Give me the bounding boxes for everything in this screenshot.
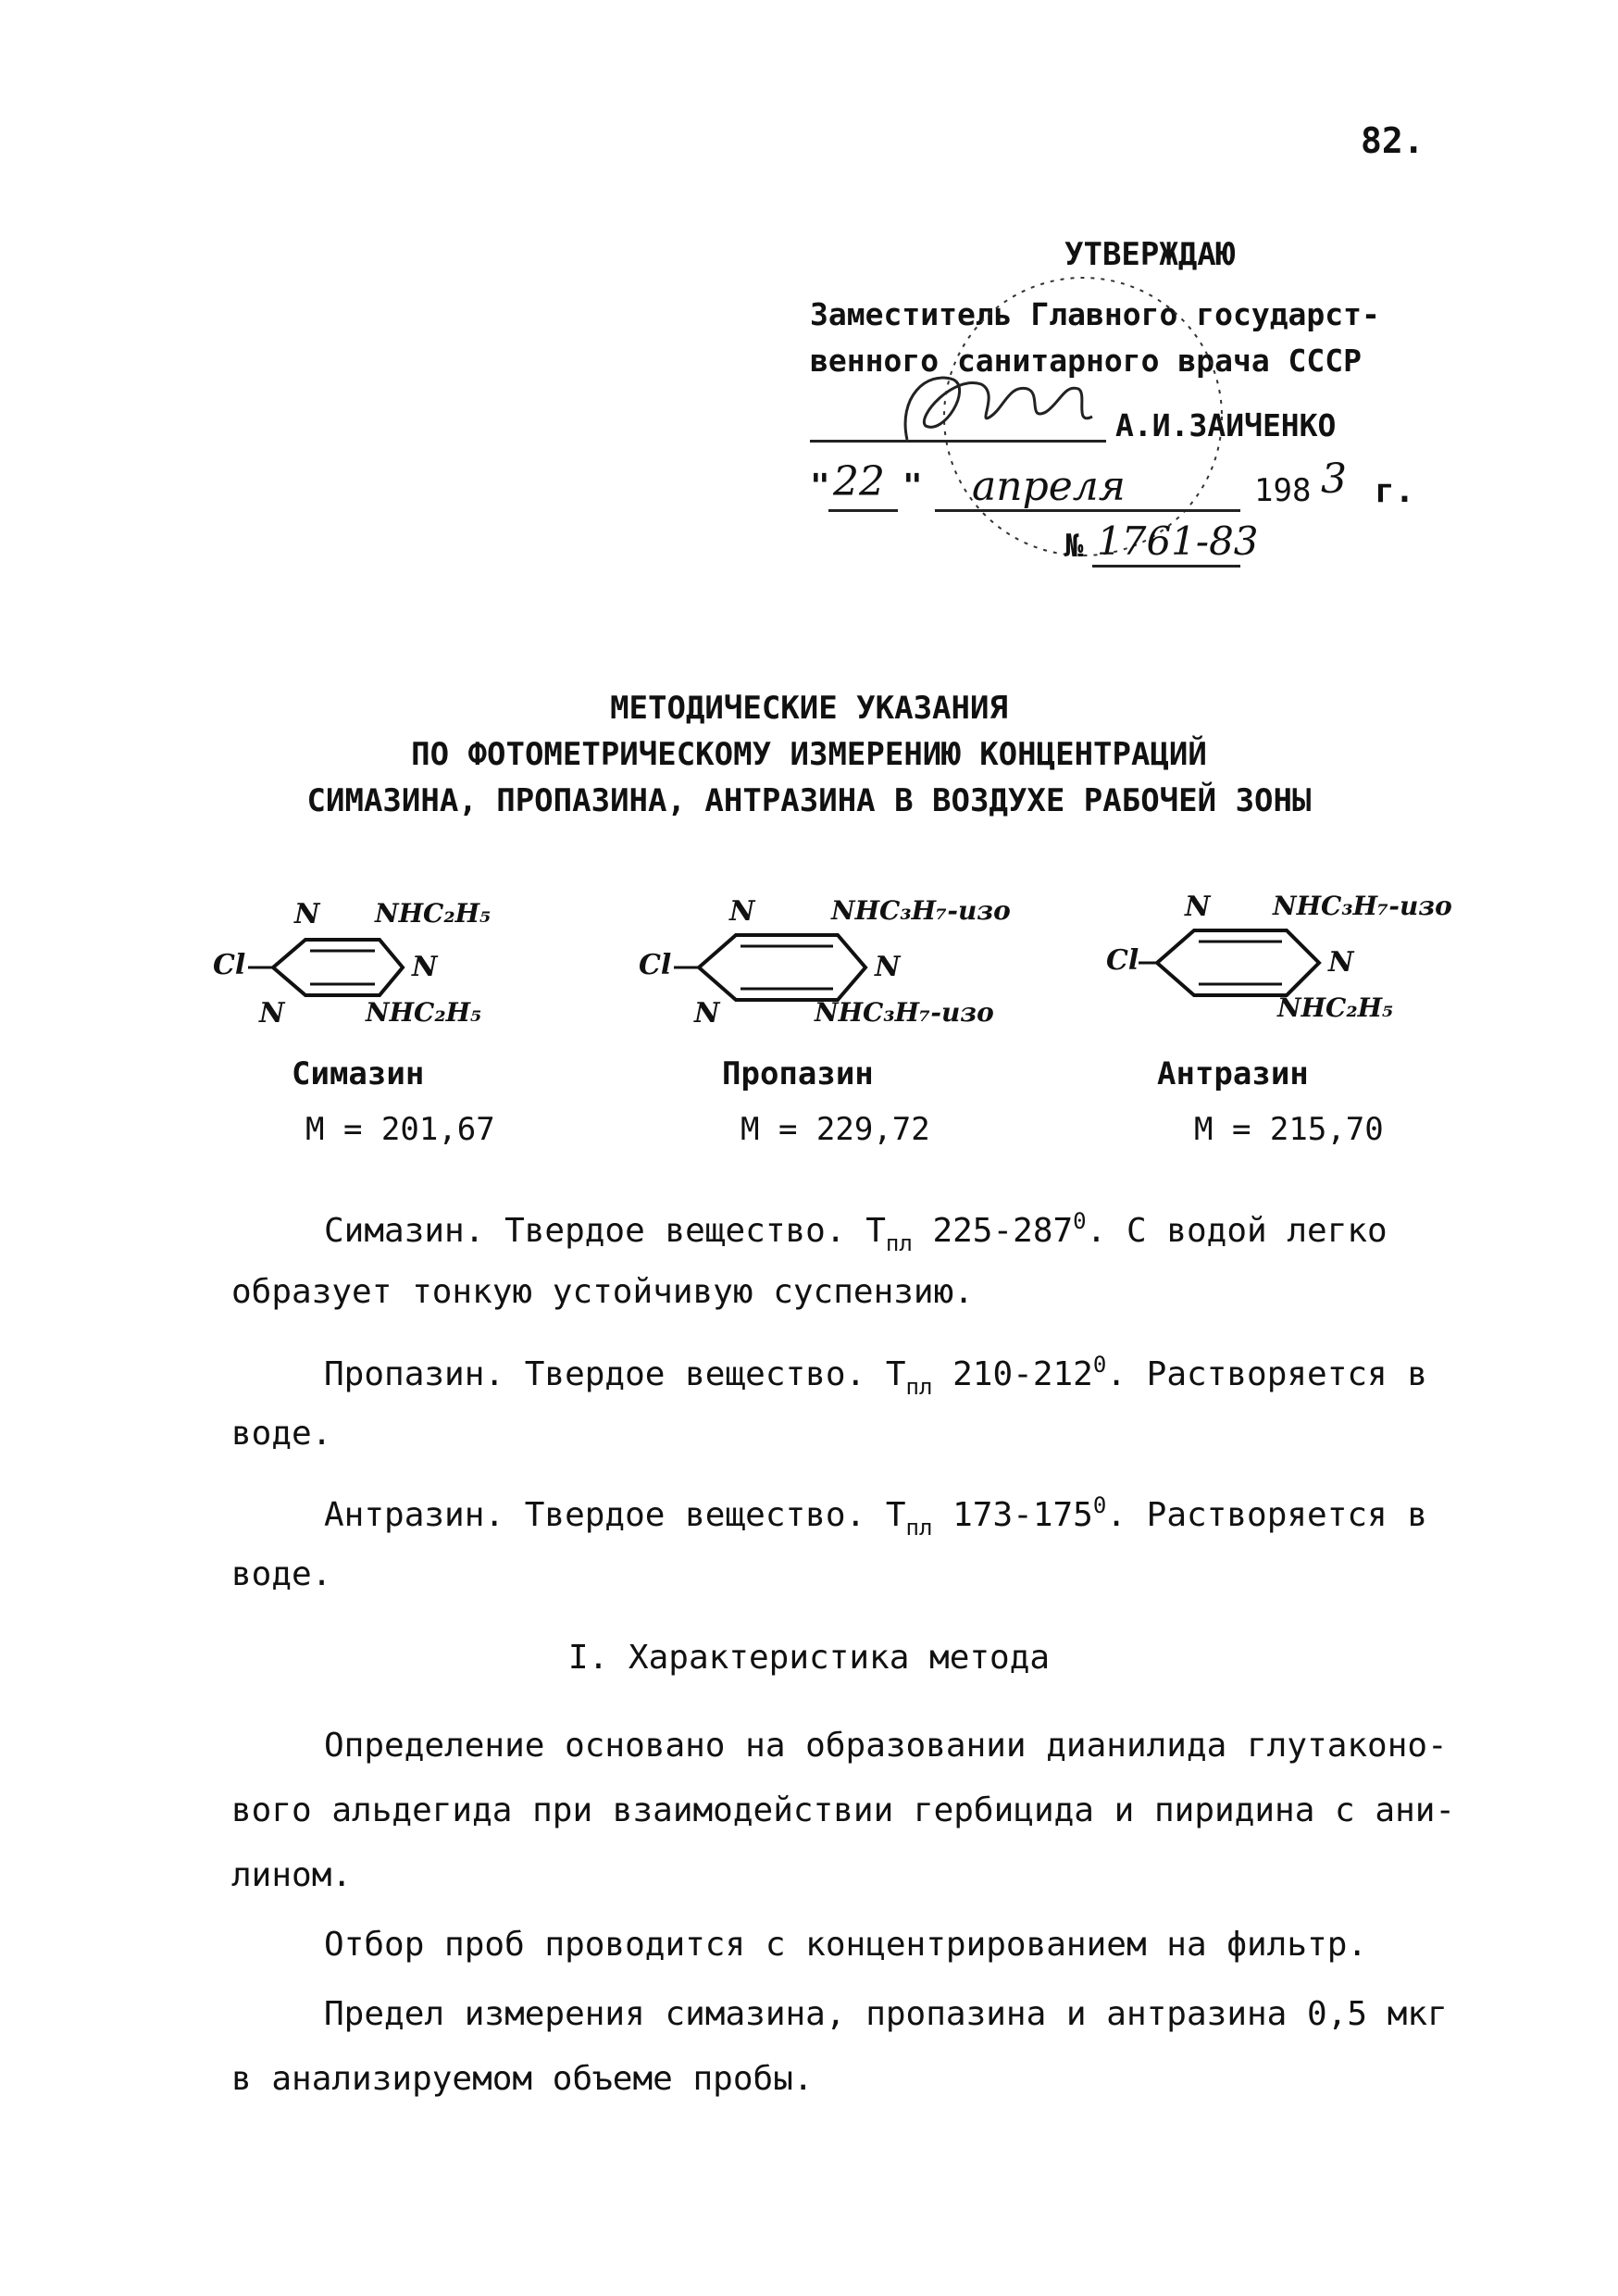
simazin-desc-sup: 0	[1073, 1208, 1087, 1234]
simazin-sub-top: NHC₂H₅	[375, 898, 492, 929]
antrazin-sub-bottom: NHC₂H₅	[1277, 992, 1394, 1023]
propazin-sub-bottom: NHC₃H₇-изо	[815, 997, 994, 1028]
date-year-prefix: 198	[1254, 472, 1312, 509]
title-line-1: МЕТОДИЧЕСКИЕ УКАЗАНИЯ	[610, 690, 1008, 727]
simazin-n-top: N	[294, 898, 320, 930]
date-quote-close: "	[902, 468, 923, 505]
mass-propazin: М = 229,72	[741, 1111, 930, 1148]
antrazin-sub-top: NHC₃H₇-изо	[1273, 891, 1452, 921]
title-line-3: СИМАЗИНА, ПРОПАЗИНА, АНТРАЗИНА В ВОЗДУХЕ РАБОЧЕЙ ЗОНЫ	[306, 782, 1312, 819]
mass-simazin: М = 201,67	[305, 1111, 495, 1148]
antrazin-desc-sub: пл	[905, 1515, 933, 1541]
date-quote-open: "	[810, 468, 830, 505]
section-1-p1-line-3: лином.	[231, 1856, 353, 1894]
simazin-desc-text-b: 225-287	[912, 1212, 1074, 1250]
section-1-p3-line-2: в анализируемом объеме пробы.	[231, 2060, 814, 2098]
simazin-n-right: N	[412, 951, 438, 983]
propazin-cl: Cl	[639, 949, 672, 981]
antrazin-desc-sup: 0	[1092, 1492, 1107, 1518]
antrazin-desc-text-b: 173-175	[932, 1496, 1093, 1534]
propazin-sub-top: NHC₃H₇-изо	[831, 895, 1011, 926]
propazin-desc-text-b: 210-212	[932, 1355, 1093, 1393]
section-1-p3-line-1: Предел измерения симазина, пропазина и антразина 0,5 мкг	[324, 1995, 1448, 2033]
approval-line-1: Заместитель Главного государст-	[810, 296, 1380, 332]
section-1-p1-line-2: вого альдегида при взаимодействии гербицида и пиридина с ани-	[231, 1791, 1456, 1829]
simazin-n-bottom: N	[259, 997, 285, 1029]
structure-simazin	[204, 893, 555, 1042]
antrazin-desc-line-2: воде.	[231, 1555, 332, 1593]
section-1-p2: Отбор проб проводится с концентрированием на фильтр.	[324, 1926, 1368, 1964]
date-month-line	[935, 509, 1240, 512]
propazin-n-right: N	[875, 951, 901, 983]
antrazin-n-right: N	[1328, 946, 1354, 979]
propazin-n-top: N	[729, 895, 755, 928]
simazin-cl: Cl	[213, 949, 246, 981]
structure-antrazin	[1101, 889, 1509, 1037]
date-day-line	[828, 509, 898, 512]
approval-heading: УТВЕРЖДАЮ	[1064, 236, 1236, 273]
mass-antrazin: М = 215,70	[1194, 1111, 1384, 1148]
section-1-heading: I. Характеристика метода	[567, 1639, 1051, 1677]
propazin-desc-sub: пл	[905, 1374, 933, 1400]
signatory-name: А.И.ЗАИЧЕНКО	[1115, 407, 1337, 443]
propazin-n-bottom: N	[694, 997, 720, 1029]
antrazin-desc-text-a: Антразин. Твердое вещество. Т	[324, 1496, 906, 1534]
propazin-desc-text-c: . Растворяется в	[1106, 1355, 1428, 1393]
propazin-desc-line-2: воде.	[231, 1415, 332, 1453]
simazin-desc-line-1	[324, 1208, 1388, 1256]
simazin-sub-bottom: NHC₂H₅	[366, 997, 482, 1028]
doc-number-line	[1092, 565, 1240, 568]
date-day: 22	[833, 458, 885, 505]
antrazin-cl: Cl	[1106, 944, 1139, 977]
compound-name-antrazin: Антразин	[1157, 1055, 1309, 1092]
section-1-p1-line-1: Определение основано на образовании дианилида глутаконо-	[324, 1727, 1448, 1765]
propazin-desc-text-a: Пропазин. Твердое вещество. Т	[324, 1355, 906, 1393]
antrazin-desc-text-c: . Растворяется в	[1106, 1496, 1428, 1534]
propazin-desc-line-1	[324, 1352, 1427, 1400]
doc-number-prefix: №	[1064, 528, 1084, 565]
compound-name-simazin: Симазин	[292, 1055, 425, 1092]
propazin-desc-sup: 0	[1092, 1352, 1107, 1378]
compound-name-propazin: Пропазин	[722, 1055, 874, 1092]
signature-line	[810, 440, 1106, 443]
approval-line-2: венного санитарного врача СССР	[810, 343, 1363, 379]
doc-number-value: 1761-83	[1097, 518, 1259, 564]
antrazin-desc-line-1	[324, 1492, 1427, 1541]
antrazin-n-top: N	[1185, 891, 1211, 923]
simazin-desc-sub: пл	[885, 1230, 913, 1256]
date-year-suffix: 3	[1321, 455, 1347, 503]
date-g: г.	[1375, 472, 1415, 510]
date-month: апреля	[972, 463, 1126, 510]
simazin-desc-line-2: образует тонкую устойчивую суспензию.	[231, 1273, 974, 1311]
simazin-desc-text-c: . С водой легко	[1086, 1212, 1388, 1250]
page-number: 82.	[1361, 120, 1425, 161]
simazin-desc-text-a: Симазин. Твердое вещество. Т	[324, 1212, 886, 1250]
title-line-2: ПО ФОТОМЕТРИЧЕСКОМУ ИЗМЕРЕНИЮ КОНЦЕНТРАЦИЙ	[411, 736, 1207, 773]
structure-propazin	[629, 893, 1037, 1042]
